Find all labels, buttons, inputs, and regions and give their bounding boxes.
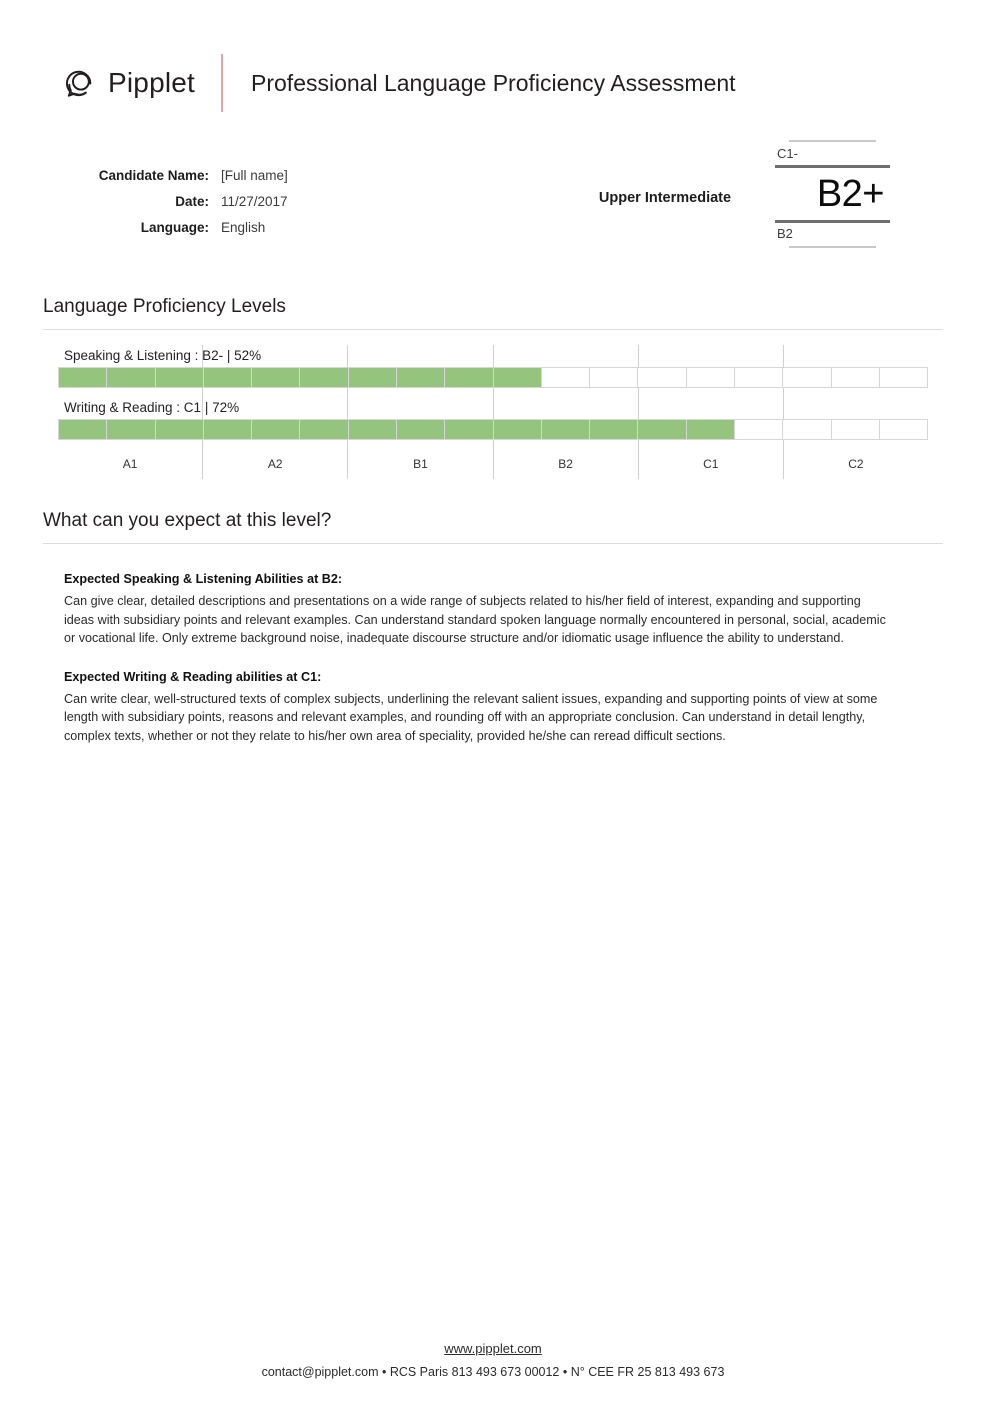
score-main-value: B2+ (816, 173, 884, 215)
bar-cell (107, 420, 155, 439)
info-row-candidate-name (62, 168, 462, 183)
score-rule-lower (775, 220, 890, 223)
bar-cell (494, 420, 542, 439)
bar-cell (349, 368, 397, 387)
bar-cell (880, 368, 927, 387)
bar-cell (445, 420, 493, 439)
bar-cell (542, 420, 590, 439)
axis-tick-a2: A2 (202, 449, 347, 479)
bar-cell (59, 420, 107, 439)
section-levels-header (43, 296, 943, 330)
score-tick-bottom (789, 246, 876, 248)
axis-tick-a1: A1 (122, 457, 138, 471)
bar-cell (252, 420, 300, 439)
info-row-language (62, 220, 462, 235)
section-expect-header (43, 510, 943, 544)
score-below-label: B2 (777, 226, 793, 241)
page-footer (0, 1340, 986, 1379)
speech-bubble-icon (62, 65, 98, 101)
axis-tick-c2: C2 (783, 449, 928, 479)
bar-cell (735, 420, 783, 439)
score-rule-upper (775, 165, 890, 168)
info-label: Date: (175, 194, 209, 209)
level-name: Upper Intermediate (598, 190, 732, 206)
bar-cell (349, 420, 397, 439)
bar-cell (107, 368, 155, 387)
bar-cell (832, 368, 880, 387)
bar-cell (687, 420, 735, 439)
bar-writing-reading (58, 419, 928, 440)
axis-tick-b2: B2 (493, 449, 638, 479)
bar-cell (783, 368, 831, 387)
bar-cell (832, 420, 880, 439)
section-title: Language Proficiency Levels (43, 296, 286, 317)
bar-cell (590, 368, 638, 387)
bar-cell (880, 420, 927, 439)
axis-tick-b1: B1 (347, 449, 492, 479)
bar-cell (735, 368, 783, 387)
section-title: What can you expect at this level? (43, 510, 332, 531)
bar-cell (300, 368, 348, 387)
footer-website-link[interactable]: www.pipplet.com (444, 1341, 542, 1356)
expectation-heading-writing: Expected Writing & Reading abilities at C1: (64, 669, 322, 684)
bar-cell (638, 420, 686, 439)
chart-axis-labels (58, 449, 928, 479)
page-header (62, 52, 736, 114)
expectation-heading-speaking: Expected Speaking & Listening Abilities at B2: (64, 572, 343, 586)
bar-cell (397, 368, 445, 387)
bar-cell (445, 368, 493, 387)
series-label-speaking-listening: Speaking & Listening : B2- | 52% (64, 348, 262, 363)
bar-cell (156, 368, 204, 387)
bar-cell (204, 368, 252, 387)
section-divider (43, 329, 943, 330)
info-label: Language: (140, 220, 209, 235)
bar-cell (397, 420, 445, 439)
bar-cell (204, 420, 252, 439)
bar-cell (300, 420, 348, 439)
info-label: Candidate Name: (98, 168, 209, 183)
bar-cell (59, 368, 107, 387)
brand-name: Pipplet (108, 67, 196, 98)
bar-speaking-listening (58, 367, 928, 388)
expectation-text-writing: Can write clear, well-structured texts of complex subjects, underlining the relevant salient issues, expanding and supporting points of view at some length with subsidiary points, reasons and relevant examples, and rounding off with an appropriate conclusion. Can understand in detail lengthy, complex texts, whether or not they relate to his/her own area of speciality, provided he/she can reread difficult sections. (64, 691, 878, 743)
score-tick-top (789, 140, 876, 142)
bar-cell (590, 420, 638, 439)
bar-cell (494, 368, 542, 387)
brand (62, 65, 221, 101)
bar-cell (252, 368, 300, 387)
axis-tick-c1: C1 (638, 449, 783, 479)
score-above-label: C1- (777, 146, 798, 161)
footer-legal-text: contact@pipplet.com • RCS Paris 813 493 673 00012 • N° CEE FR 25 813 493 673 (261, 1365, 725, 1379)
proficiency-chart (58, 345, 928, 479)
score-badge (775, 140, 890, 248)
section-divider (43, 543, 943, 544)
bar-cell (687, 368, 735, 387)
info-value: English (221, 220, 266, 235)
page-title: Professional Language Proficiency Assessment (251, 69, 736, 96)
bar-cell (638, 368, 686, 387)
info-row-date (62, 194, 462, 209)
bar-cell (156, 420, 204, 439)
candidate-info (62, 168, 462, 246)
bar-cell (542, 368, 590, 387)
bar-cell (783, 420, 831, 439)
series-label-writing-reading: Writing & Reading : C1 | 72% (64, 400, 240, 415)
info-value: [Full name] (221, 168, 288, 183)
expectation-text-speaking: Can give clear, detailed descriptions and presentations on a wide range of subjects related to his/her field of interest, expanding and supporting ideas with subsidiary points and relevant examples. Can understand standard spoken language normally encountered in personal, social, academic or vocational life. Only extreme background noise, inadequate discourse structure and/or idiomatic usage influence the ability to understand. (64, 594, 886, 645)
info-value: 11/27/2017 (221, 194, 288, 209)
expectations-body (64, 572, 886, 767)
